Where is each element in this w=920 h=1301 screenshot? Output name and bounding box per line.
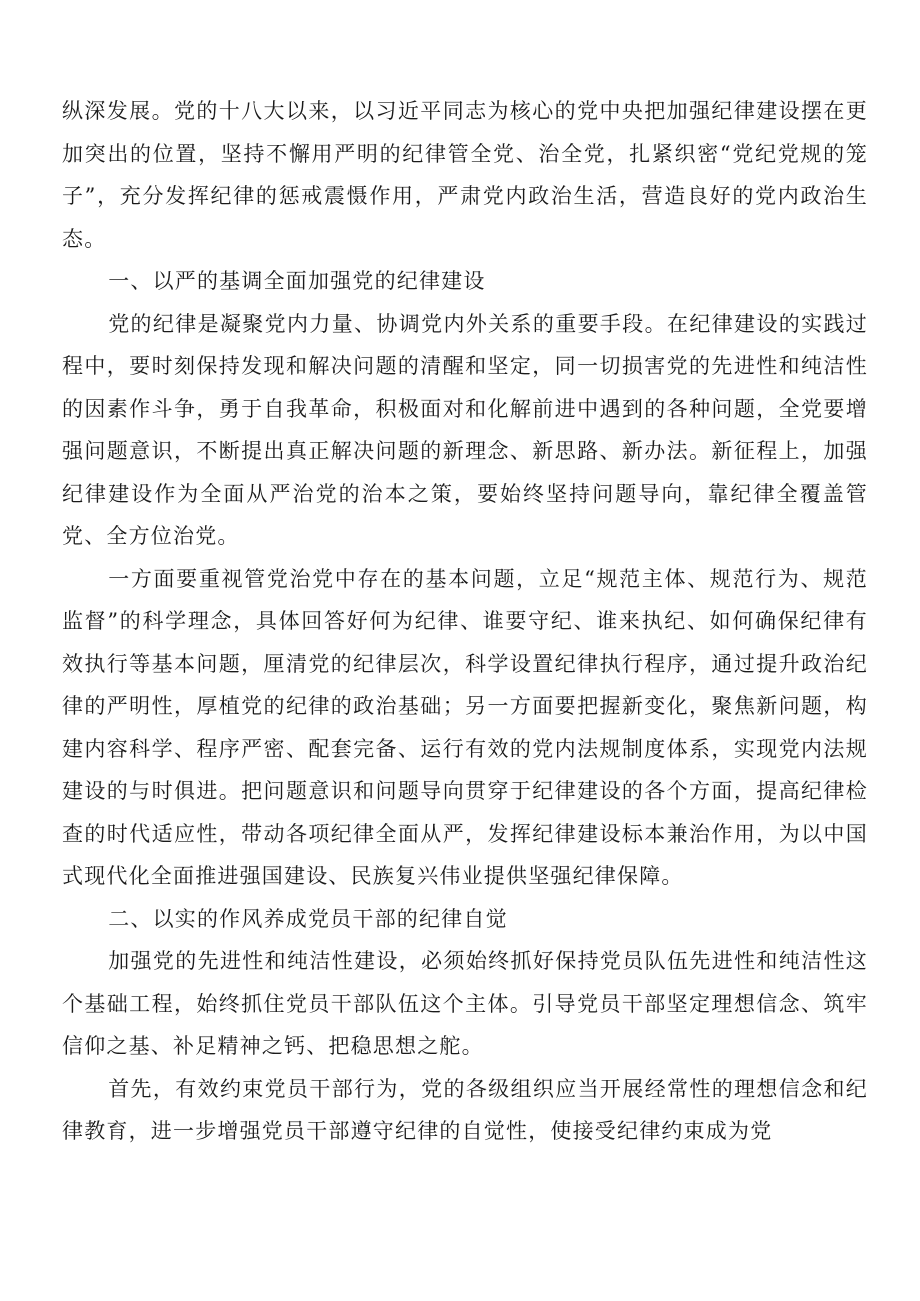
section-heading-1: 一、以严的基调全面加强党的纪律建设 (108, 269, 486, 293)
paragraph: 首先，有效约束党员干部行为，党的各级组织应当开展经常性的理想信念和纪律教育，进一步增强党员干部遵守纪律的自觉性，使接受纪律约束成为党 (62, 1076, 868, 1143)
paragraph: 党的纪律是凝聚党内力量、协调党内外关系的重要手段。在纪律建设的实践过程中，要时刻保持发现和解决问题的清醒和坚定，同一切损害党的先进性和纯洁性的因素作斗争，勇于自我革命，积极面对和化解前进中遇到的各种问题，全党要增强问题意识，不断提出真正解决问题的新理念、新思路、新办法。新征程上，加强纪律建设作为全面从严治党的治本之策，要始终坚持问题导向，靠纪律全覆盖管党、全方位治党。 (62, 311, 868, 548)
document-body (62, 90, 868, 1153)
paragraph-continuation: 纵深发展。党的十八大以来，以习近平同志为核心的党中央把加强纪律建设摆在更加突出的位置，坚持不懈用严明的纪律管全党、治全党，扎紧织密“党纪党规的笼子”，充分发挥纪律的惩戒震慑作用，严肃党内政治生活，营造良好的党内政治生态。 (62, 99, 868, 251)
section-heading-2: 二、以实的作风养成党员干部的纪律自觉 (108, 906, 508, 931)
paragraph: 一方面要重视管党治党中存在的基本问题，立足“规范主体、规范行为、规范监督”的科学理念，具体回答好何为纪律、谁要守纪、谁来执纪、如何确保纪律有效执行等基本问题，厘清党的纪律层次，科学设置纪律执行程序，通过提升政治纪律的严明性，厚植党的纪律的政治基础；另一方面要把握新变化，聚焦新问题，构建内容科学、程序严密、配套完备、运行有效的党内法规制度体系，实现党内法规建设的与时俱进。把问题意识和问题导向贯穿于纪律建设的各个方面，提高纪律检查的时代适应性，带动各项纪律全面从严，发挥纪律建设标本兼治作用，为以中国式现代化全面推进强国建设、民族复兴伟业提供坚强纪律保障。 (62, 566, 868, 888)
paragraph: 加强党的先进性和纯洁性建设，必须始终抓好保持党员队伍先进性和纯洁性这个基础工程，始终抓住党员干部队伍这个主体。引导党员干部坚定理想信念、筑牢信仰之基、补足精神之钙、把稳思想之舵。 (62, 949, 868, 1058)
